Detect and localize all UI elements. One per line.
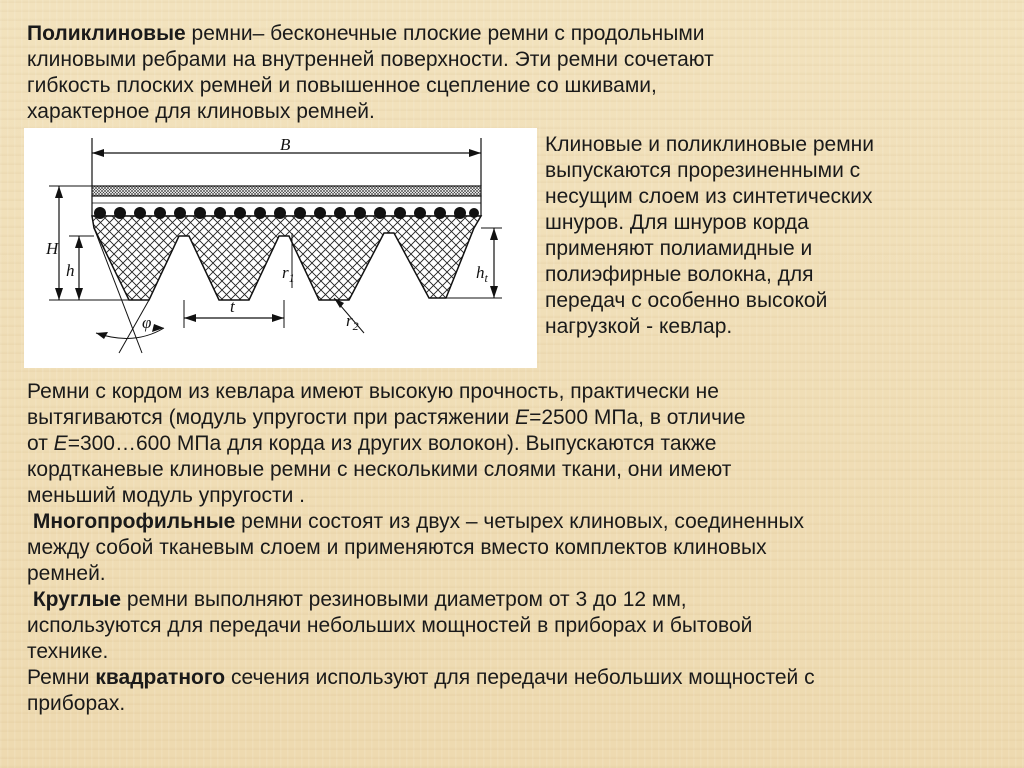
label-r2-letter: r (346, 311, 353, 330)
label-r1-sub: 1 (288, 271, 295, 285)
multi-line-1-text: ремни состоят из двух – четырех клиновых, соединенных (235, 510, 805, 533)
label-r1-letter: r (282, 263, 289, 282)
kevlar-line-3-b: =300…600 МПа для корда из других волокон). Выпускаются также (67, 432, 717, 455)
square-line-1 (27, 665, 815, 691)
round-line-3: технике. (27, 640, 109, 663)
intro-paragraph (27, 21, 714, 125)
term-round: Круглые (32, 588, 122, 611)
intro-line-1-text: ремни– бесконечные плоские ремни с продольными (185, 22, 705, 45)
kevlar-line-2-a: вытягиваются (модуль упругости при растяжении (27, 406, 516, 429)
side-line-3: несущим слоем из синтетических (545, 185, 873, 208)
body-text (27, 379, 815, 717)
symbol-E: E (515, 406, 530, 429)
dimension-h (66, 236, 94, 300)
side-line-4: шнуров. Для шнуров корда (545, 211, 809, 234)
term-polyklin: Поликлиновые (27, 22, 186, 45)
round-line-1 (27, 587, 815, 613)
term-square: квадратного (95, 666, 226, 689)
kevlar-line-4: кордтканевые клиновые ремни с несколькими слоями ткани, они имеют (27, 458, 732, 481)
dimension-B (92, 135, 481, 186)
side-line-5: применяют полиамидные и (545, 237, 813, 260)
square-line-1-pre: Ремни (27, 666, 96, 689)
multi-line-2: между собой тканевым слоем и применяются вместо комплектов клиновых (27, 536, 767, 559)
intro-line-3: гибкость плоских ремней и повышенное сцепление со шкивами, (27, 74, 657, 97)
label-h: h (66, 261, 75, 280)
kevlar-line-2 (27, 405, 815, 431)
belt-diagram (24, 128, 537, 368)
kevlar-line-3-a: от (27, 432, 54, 455)
kevlar-line-1: Ремни с кордом из кевлара имеют высокую прочность, практически не (27, 380, 719, 403)
label-phi: φ (142, 313, 152, 332)
label-ht-letter: h (476, 263, 485, 282)
label-ht (476, 263, 489, 285)
intro-line-2: клиновыми ребрами на внутренней поверхности. Эти ремни сочетают (27, 48, 714, 71)
round-line-1-text: ремни выполняют резиновыми диаметром от 3 до 12 мм, (121, 588, 687, 611)
term-multiprofile: Многопрофильные (32, 510, 236, 533)
kevlar-line-5: меньший модуль упругости . (27, 484, 305, 507)
side-line-1: Клиновые и поликлиновые ремни (545, 133, 874, 156)
intro-line-4: характерное для клиновых ремней. (27, 100, 375, 123)
label-t: t (230, 297, 235, 316)
label-r1 (282, 263, 295, 285)
side-line-6: полиэфирные волокна, для (545, 263, 814, 286)
side-line-7: передач с особенно высокой (545, 289, 828, 312)
symbol-E-2: E (53, 432, 68, 455)
intro-line-1 (27, 21, 714, 47)
radius-r2 (334, 298, 364, 333)
side-line-8: нагрузкой - кевлар. (545, 315, 733, 338)
ribbed-body (92, 216, 481, 300)
multi-line-3: ремней. (27, 562, 106, 585)
kevlar-line-2-b: =2500 МПа, в отличие (529, 406, 746, 429)
kevlar-line-3 (27, 431, 815, 457)
top-fabric-layer (92, 186, 481, 196)
square-line-2: приборах. (27, 692, 126, 715)
side-paragraph (545, 132, 874, 340)
round-line-2: используются для передачи небольших мощностей в приборах и бытовой (27, 614, 753, 637)
dimension-t (184, 297, 284, 328)
multi-line-1 (27, 509, 815, 535)
label-H: H (46, 239, 59, 258)
label-r2-sub: 2 (352, 319, 359, 333)
label-r2 (346, 311, 359, 333)
label-ht-sub: t (484, 271, 488, 285)
belt-cross-section-figure (24, 128, 537, 368)
side-line-2: выпускаются прорезиненными с (545, 159, 861, 182)
square-line-1-text: сечения используют для передачи небольших мощностей с (225, 666, 815, 689)
label-B: B (280, 135, 291, 154)
